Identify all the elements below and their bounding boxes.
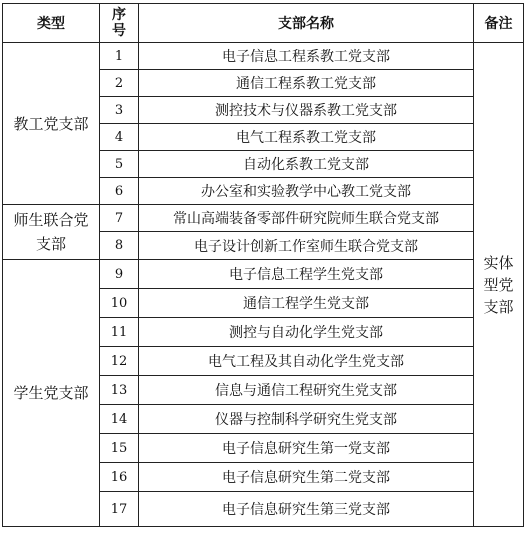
- row-seq: 17: [100, 492, 139, 527]
- row-name: 电子信息研究生第一党支部: [139, 434, 474, 463]
- table-row: [3, 260, 524, 289]
- row-seq: 15: [100, 434, 139, 463]
- row-name: 电子信息研究生第二党支部: [139, 463, 474, 492]
- row-name: 通信工程学生党支部: [139, 289, 474, 318]
- row-name: 测控技术与仪器系教工党支部: [139, 97, 474, 124]
- note-line-1: 实体: [483, 253, 514, 272]
- category-faculty: 教工党支部: [3, 43, 100, 205]
- row-name: 常山高端装备零部件研究院师生联合党支部: [139, 205, 474, 232]
- header-note: 备注: [474, 4, 524, 43]
- row-seq: 4: [100, 124, 139, 151]
- row-name: 自动化系教工党支部: [139, 151, 474, 178]
- row-name: 电子设计创新工作室师生联合党支部: [139, 232, 474, 260]
- row-seq: 12: [100, 347, 139, 376]
- row-seq: 11: [100, 318, 139, 347]
- row-seq: 14: [100, 405, 139, 434]
- table-row: [3, 205, 524, 232]
- row-name: 电子信息工程学生党支部: [139, 260, 474, 289]
- header-seq-bottom: 号: [112, 23, 126, 39]
- header-name: 支部名称: [139, 4, 474, 43]
- row-name: 电子信息研究生第三党支部: [139, 492, 474, 527]
- category-joint-line-2: 支部: [35, 235, 66, 253]
- category-joint-line-1: 师生联合党: [13, 211, 89, 229]
- note-line-2: 型党: [483, 275, 514, 294]
- row-name: 测控与自动化学生党支部: [139, 318, 474, 347]
- row-seq: 13: [100, 376, 139, 405]
- row-seq: 3: [100, 97, 139, 124]
- header-seq-top: 序: [112, 7, 126, 23]
- header-type: 类型: [3, 4, 100, 43]
- row-seq: 2: [100, 70, 139, 97]
- row-name: 电子信息工程系教工党支部: [139, 43, 474, 70]
- row-name: 电气工程系教工党支部: [139, 124, 474, 151]
- row-seq: 8: [100, 232, 139, 260]
- table-row: [3, 43, 524, 70]
- note-cell: [474, 43, 524, 527]
- header-seq: [100, 4, 139, 43]
- row-seq: 1: [100, 43, 139, 70]
- row-seq: 5: [100, 151, 139, 178]
- row-name: 仪器与控制科学研究生党支部: [139, 405, 474, 434]
- branch-table: [2, 3, 524, 527]
- row-seq: 7: [100, 205, 139, 232]
- row-name: 信息与通信工程研究生党支部: [139, 376, 474, 405]
- note-line-3: 支部: [483, 297, 514, 316]
- row-seq: 6: [100, 178, 139, 205]
- header-row: [3, 4, 524, 43]
- row-seq: 16: [100, 463, 139, 492]
- row-name: 电气工程及其自动化学生党支部: [139, 347, 474, 376]
- row-seq: 9: [100, 260, 139, 289]
- row-name: 通信工程系教工党支部: [139, 70, 474, 97]
- row-seq: 10: [100, 289, 139, 318]
- category-student: 学生党支部: [3, 260, 100, 527]
- row-name: 办公室和实验教学中心教工党支部: [139, 178, 474, 205]
- category-joint: [3, 205, 100, 260]
